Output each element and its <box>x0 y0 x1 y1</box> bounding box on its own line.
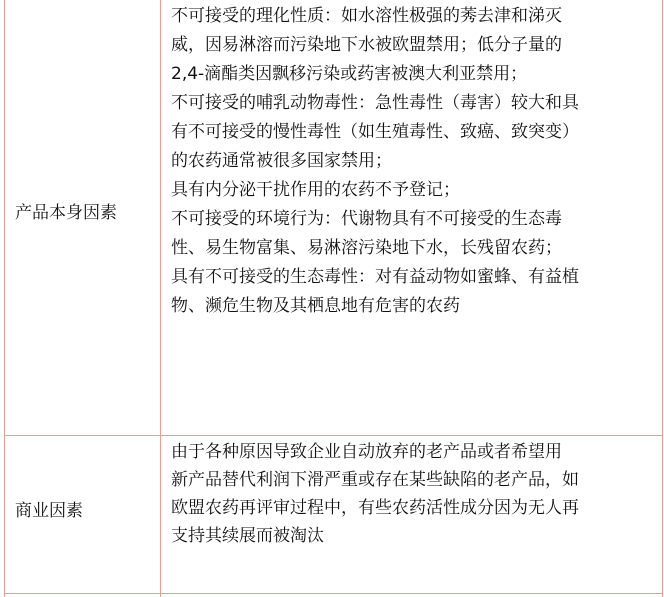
content-line: 由于各种原因导致企业自动放弃的老产品或者希望用 <box>171 442 562 462</box>
content-line: 物、濒危生物及其栖息地有危害的农药 <box>171 296 460 316</box>
content-line: 威，因易淋溶而污染地下水被欧盟禁用；低分子量的 <box>171 35 562 55</box>
content-line: 有不可接受的慢性毒性（如生殖毒性、致癌、致突变） <box>171 122 579 142</box>
row-content-product-factors <box>171 2 661 321</box>
content-line: 具有不可接受的生态毒性：对有益动物如蜜蜂、有益植 <box>171 267 579 287</box>
content-line: 的农药通常被很多国家禁用； <box>171 151 392 171</box>
content-line: 不可接受的理化性质：如水溶性极强的莠去津和涕灭 <box>171 6 562 26</box>
table-bottom-border <box>4 593 663 594</box>
content-line: 欧盟农药再评审过程中，有些农药活性成分因为无人再 <box>171 498 579 518</box>
content-line: 2,4-滴酯类因飘移污染或药害被澳大利亚禁用； <box>171 64 528 84</box>
content-line: 新产品替代利润下滑严重或存在某些缺陷的老产品，如 <box>171 470 579 490</box>
content-line: 具有内分泌干扰作用的农药不予登记； <box>171 180 460 200</box>
table-left-border <box>4 0 5 597</box>
row-label-product-factors: 产品本身因素 <box>15 203 117 223</box>
row-label-commercial-factors: 商业因素 <box>15 501 83 521</box>
content-line: 不可接受的环境行为：代谢物具有不可接受的生态毒 <box>171 209 562 229</box>
row-content-commercial-factors <box>171 438 661 550</box>
content-line: 不可接受的哺乳动物毒性：急性毒性（毒害）较大和具 <box>171 93 579 113</box>
table-right-border <box>662 0 663 597</box>
content-line: 支持其续展而被淘汰 <box>171 526 324 546</box>
table-row-divider <box>4 435 663 436</box>
content-line: 性、易生物富集、易淋溶污染地下水，长残留农药； <box>171 238 562 258</box>
table-column-divider <box>160 0 161 597</box>
